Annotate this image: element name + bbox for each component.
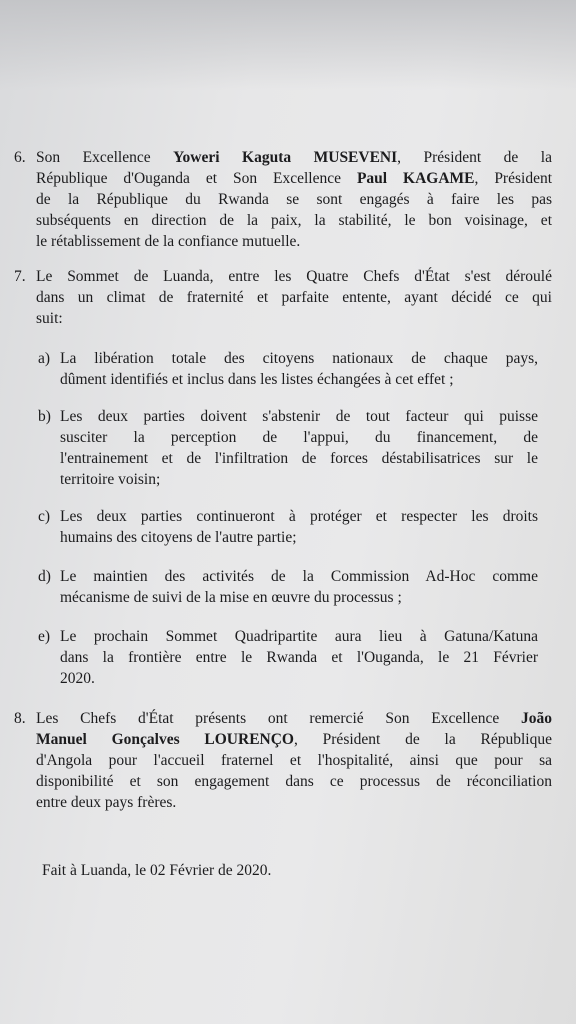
text-span: disponibilité et son engagement dans ce processus de réconciliation xyxy=(36,773,552,790)
text-span: dans un climat de fraternité et parfaite entente, ayant décidé ce qui xyxy=(36,289,552,306)
text-line: 2020. xyxy=(60,670,95,687)
text-span: Les Chefs d'État présents ont remercié Son Excellence xyxy=(36,710,521,727)
paragraph-number: 7. xyxy=(14,268,26,285)
text-span: République d'Ouganda et Son Excellence xyxy=(36,170,357,187)
text-line xyxy=(36,147,552,168)
subitem-body xyxy=(60,348,538,390)
text-span: , Président de la République xyxy=(293,731,552,748)
text-line: mécanisme de suivi de la mise en œuvre du processus ; xyxy=(60,589,402,606)
text-span: subséquents en direction de la paix, la stabilité, le bon voisinage, et xyxy=(36,212,552,229)
subitem-body xyxy=(60,406,538,490)
subitem-letter: b) xyxy=(38,408,51,425)
text-line xyxy=(36,231,552,252)
text-line xyxy=(36,771,552,792)
text-span: le rétablissement de la confiance mutuelle. xyxy=(36,233,301,250)
text-line xyxy=(36,266,552,287)
subitem-body xyxy=(60,626,538,689)
subitem-letter: c) xyxy=(38,508,51,525)
text-line: l'entrainement et de l'infiltration de forces déstabilisatrices sur le xyxy=(60,450,538,467)
text-line: Les deux parties continueront à protéger et respecter les droits xyxy=(60,508,538,525)
text-line: dûment identifiés et inclus dans les listes échangées à cet effet ; xyxy=(60,371,454,388)
page-shadow xyxy=(0,0,576,90)
paragraph-body xyxy=(36,266,552,329)
text-line: humains des citoyens de l'autre partie; xyxy=(60,529,297,546)
subitem-body xyxy=(60,566,538,608)
text-line xyxy=(36,210,552,231)
text-line xyxy=(36,750,552,771)
text-span: suit: xyxy=(36,310,63,327)
text-span: Son Excellence xyxy=(36,149,174,166)
text-line xyxy=(36,287,552,308)
text-line xyxy=(36,708,552,729)
subitem-letter: e) xyxy=(38,628,51,645)
subitem-letter: d) xyxy=(38,568,51,585)
text-line xyxy=(36,168,552,189)
text-span: Le Sommet de Luanda, entre les Quatre Chefs d'État s'est déroulé xyxy=(36,268,552,285)
text-line xyxy=(36,729,552,750)
paragraph-body xyxy=(36,708,552,813)
text-span: , Président xyxy=(474,170,552,187)
text-line xyxy=(36,189,552,210)
paragraph-number: 8. xyxy=(14,710,26,727)
paragraph-body xyxy=(36,147,552,252)
text-line: susciter la perception de l'appui, du financement, de xyxy=(60,429,538,446)
text-line: Les deux parties doivent s'abstenir de tout facteur qui puisse xyxy=(60,408,538,425)
bold-name: João xyxy=(521,710,552,727)
subitem-body xyxy=(60,506,538,548)
closing-line: Fait à Luanda, le 02 Février de 2020. xyxy=(42,862,272,879)
bold-name: Paul KAGAME xyxy=(356,170,475,187)
text-span: , Président de la xyxy=(397,149,552,166)
text-span: de la République du Rwanda se sont engagés à faire les pas xyxy=(36,191,552,208)
bold-name: Manuel Gonçalves LOURENÇO xyxy=(36,731,294,748)
bold-name: Yoweri Kaguta MUSEVENI xyxy=(173,149,398,166)
text-line: dans la frontière entre le Rwanda et l'Ouganda, le 21 Février xyxy=(60,649,538,666)
subitem-letter: a) xyxy=(38,350,51,367)
text-line: Le prochain Sommet Quadripartite aura lieu à Gatuna/Katuna xyxy=(60,628,538,645)
text-line: Le maintien des activités de la Commission Ad-Hoc comme xyxy=(60,568,538,585)
text-line xyxy=(36,792,552,813)
text-line xyxy=(36,308,552,329)
paragraph-number: 6. xyxy=(14,149,26,166)
text-span: d'Angola pour l'accueil fraternel et l'hospitalité, ainsi que pour sa xyxy=(36,752,552,769)
text-span: entre deux pays frères. xyxy=(36,794,177,811)
text-line: territoire voisin; xyxy=(60,471,161,488)
text-line: La libération totale des citoyens nationaux de chaque pays, xyxy=(60,350,538,367)
